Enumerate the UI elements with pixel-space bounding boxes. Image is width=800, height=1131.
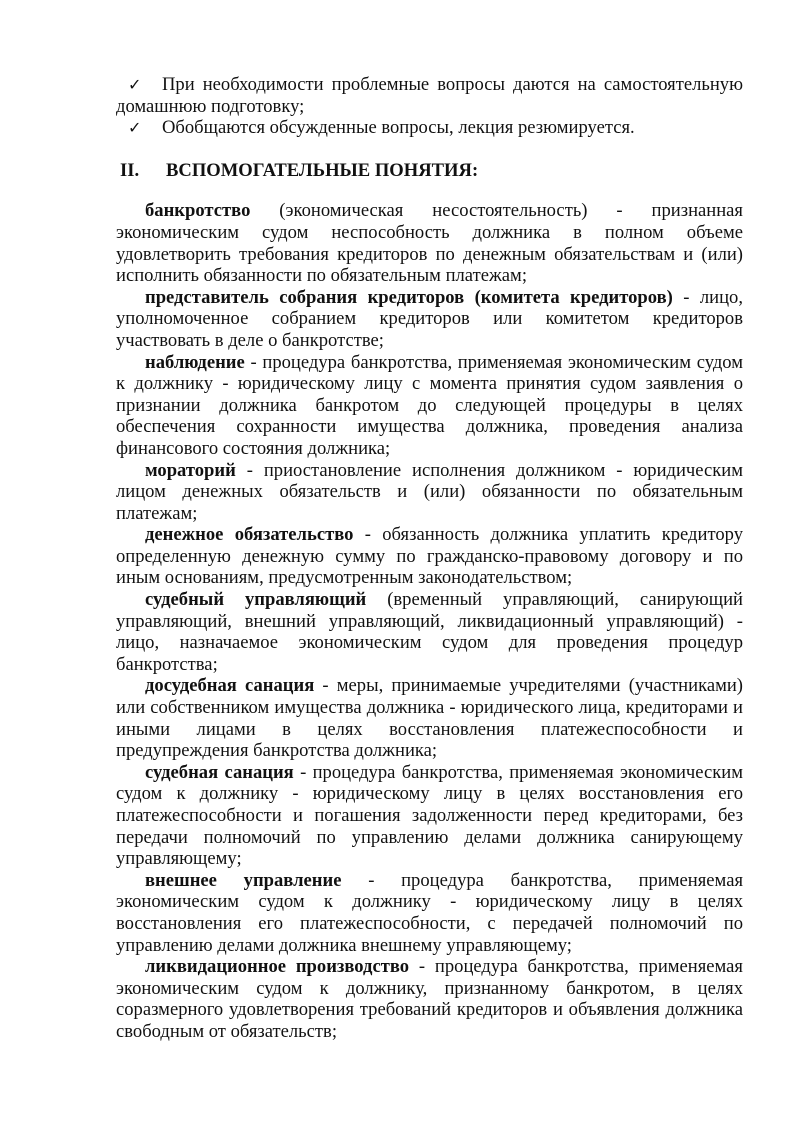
definition-term: денежное обязательство <box>145 524 354 546</box>
definition-text: - процедура банкротства, применяемая экономическим судом к должнику - юридическому лицу в целях восстановления его платежеспособности и погашения задолженности перед кредиторами, без передачи полномочий по управлению делами должника санирующему управляющему; <box>116 761 743 870</box>
definition-term: банкротство <box>145 200 251 222</box>
definition-term: ликвидационное производство <box>145 956 410 978</box>
definition-term: судебный управляющий <box>145 589 367 611</box>
definition-text: - процедура банкротства, применяемая экономическим судом к должнику - юридическому лицу с момента принятия судом заявления о признании должника банкротом до следующей процедуры в целях обеспечения сохранности имущества должника, проведения анализа финансового состояния должника; <box>116 351 743 459</box>
checkmark-icon: ✓ <box>128 75 142 94</box>
definition-text: (экономическая несостоятельность) - признанная экономическим судом неспособность должника в полном объеме удовлетворить требования кредиторов по денежным обязательствам и (или) исполнить обязанности по обязательным платежам; <box>116 200 743 287</box>
definition-paragraph <box>116 200 743 286</box>
definition-paragraph <box>116 287 743 352</box>
definition-paragraph <box>116 956 743 1042</box>
bullet-text: Обобщаются обсужденные вопросы, лекция резюмируется. <box>162 117 635 139</box>
definition-paragraph <box>116 460 743 525</box>
definition-text: (временный управляющий, санирующий управляющий, внешний управляющий, ликвидационный управляющий) - лицо, назначаемое экономическим судом для проведения процедур банкротства; <box>116 589 743 675</box>
definition-text: - обязанность должника уплатить кредитору определенную денежную сумму по гражданско-правовому договору и по иным основаниям, предусмотренным законодательством; <box>116 524 743 589</box>
definition-text: - процедура банкротства, применяемая экономическим судом к должнику - юридическому лицу в целях восстановления его платежеспособности, с передачей полномочий по управлению делами должника внешнему управляющему; <box>116 869 743 956</box>
section-title: ВСПОМОГАТЕЛЬНЫЕ ПОНЯТИЯ: <box>166 159 479 181</box>
bullet-item <box>116 117 743 139</box>
definition-term: мораторий <box>145 459 236 481</box>
definition-paragraph <box>116 762 743 870</box>
definition-paragraph <box>116 589 743 675</box>
definition-text: - процедура банкротства, применяемая экономическим судом к должнику, признанному банкротом, в целях соразмерного удовлетворения требований кредиторов и объявления должника свободным от обязательств; <box>116 956 743 1042</box>
definition-paragraph <box>116 675 743 761</box>
definition-paragraph <box>116 870 743 956</box>
definition-term: представитель собрания кредиторов (комитета кредиторов) <box>145 286 673 308</box>
section-number: II. <box>120 159 140 181</box>
definition-term: досудебная санация <box>145 675 315 697</box>
definition-text: - лицо, уполномоченное собранием кредиторов или комитетом кредиторов участвовать в деле о банкротстве; <box>116 286 743 351</box>
definition-paragraph <box>116 524 743 589</box>
definition-text: - приостановление исполнения должником - юридическим лицом денежных обязательств и (или) обязанности по обязательным платежам; <box>116 459 743 524</box>
bullet-text: При необходимости проблемные вопросы даются на самостоятельную домашнюю подготовку; <box>116 74 743 117</box>
bullet-item <box>116 74 743 117</box>
definition-term: внешнее управление <box>145 869 342 891</box>
definition-paragraph <box>116 352 743 460</box>
checkmark-icon: ✓ <box>128 118 142 138</box>
definition-text: - меры, принимаемые учредителями (участниками) или собственником имущества должника - юридического лица, кредиторами и иными лицами в целях восстановления платежеспособности и предупреждения банкротства должника; <box>116 675 743 762</box>
section-heading <box>116 160 743 182</box>
definition-term: наблюдение <box>145 351 245 373</box>
definition-term: судебная санация <box>145 761 294 783</box>
